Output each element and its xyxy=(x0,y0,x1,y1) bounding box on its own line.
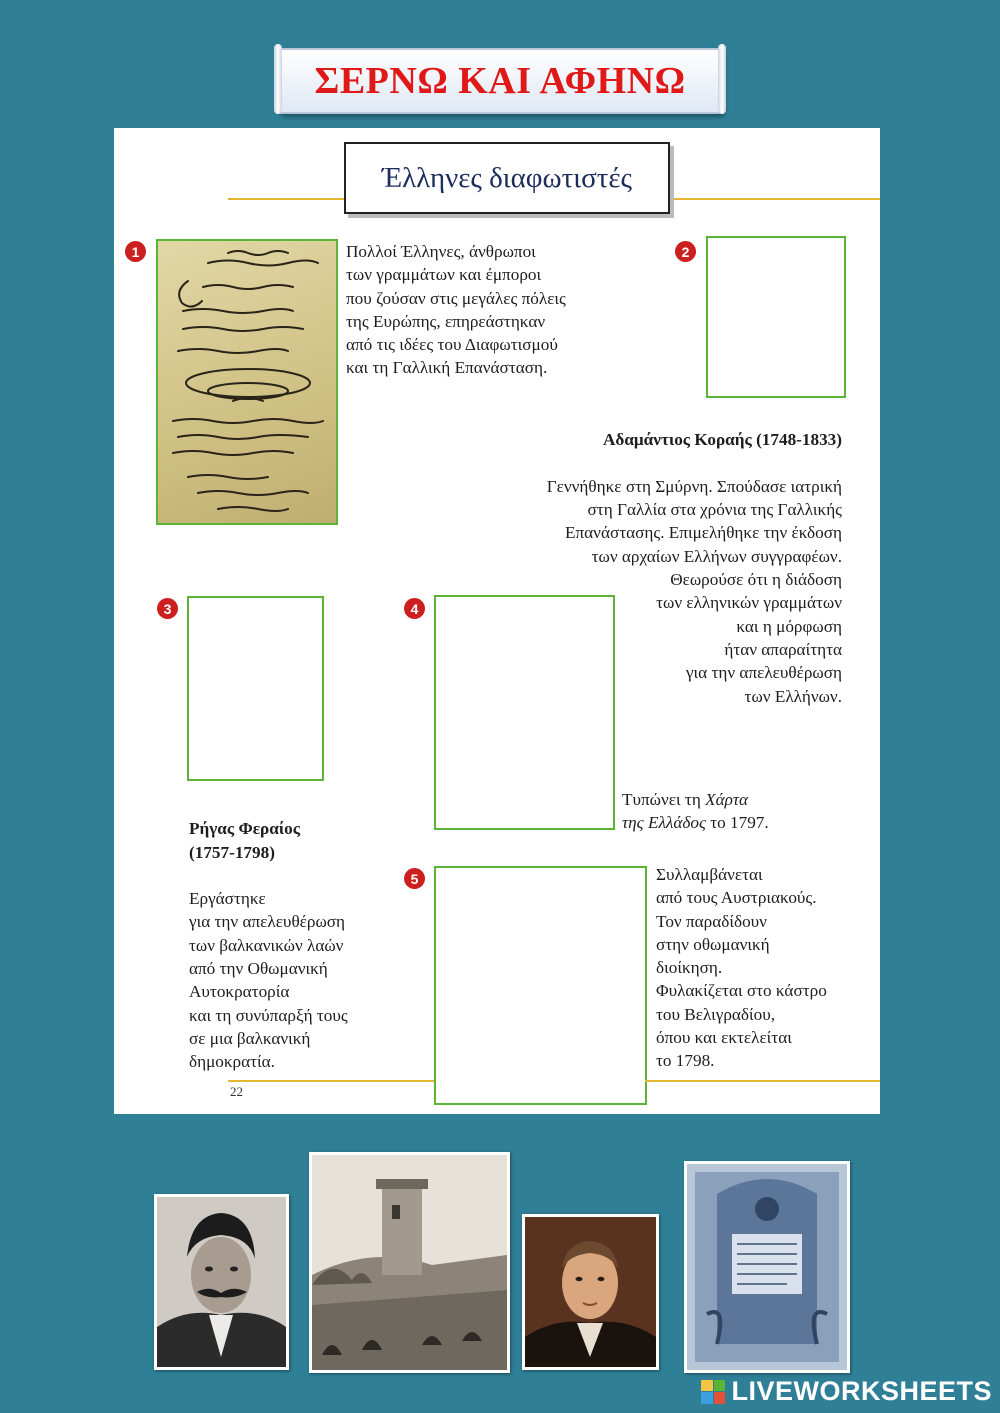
page-heading: Έλληνες διαφωτιστές xyxy=(381,161,633,194)
korais-name: Αδαμάντιος Κοραής (1748-1833) xyxy=(603,430,842,450)
liveworksheets-logo-icon xyxy=(701,1380,725,1404)
castle-photo-art xyxy=(312,1155,507,1370)
marker-4: 4 xyxy=(404,598,425,619)
bottom-rule-right xyxy=(645,1080,880,1082)
draggable-charta-map-cover[interactable] xyxy=(684,1161,850,1373)
liveworksheets-brand-text: LIVEWORKSHEETS xyxy=(731,1376,992,1406)
drop-zone-5[interactable] xyxy=(434,866,647,1105)
marker-3: 3 xyxy=(157,598,178,619)
marker-5: 5 xyxy=(404,868,425,889)
map-caption-suffix: το 1797. xyxy=(705,813,769,833)
charta-cover-art xyxy=(687,1164,847,1370)
page-heading-box xyxy=(344,142,670,214)
rigas-name: Ρήγας Φεραίος (1757-1798) xyxy=(189,819,300,862)
page-number: 22 xyxy=(230,1084,243,1099)
map-caption-prefix: Τυπώνει τη xyxy=(622,790,706,809)
drop-zone-2[interactable] xyxy=(706,236,846,398)
draggable-korais-portrait[interactable] xyxy=(522,1214,659,1370)
intro-paragraph: Πολλοί Έλληνες, άνθρωποι των γραμμάτων και έμποροι που ζούσαν στις μεγάλες πόλεις της Ευρώπης, επηρεάστηκαν από τις ιδέες του Διαφωτισμού και τη Γαλλική Επανάσταση. xyxy=(346,242,566,378)
marker-1: 1 xyxy=(125,241,146,262)
worksheet-title: ΣΕΡΝΩ ΚΑΙ ΑΦΗΝΩ xyxy=(314,60,686,102)
rigas-bio: Εργάστηκε για την απελευθέρωση των βαλκανικών λαών από την Οθωμανική Αυτοκρατορία και τη συνύπαρξή τους σε μια βαλκανική δημοκρατία. xyxy=(189,889,348,1072)
korais-bio: Γεννήθηκε στη Σμύρνη. Σπούδασε ιατρική στη Γαλλία στα χρόνια της Γαλλικής Επανάστασης. Επιμελήθηκε την έκδοση των αρχαίων Ελλήνων συγγραφέων. Θεωρούσε ότι η διάδοση των ελληνικών γραμμάτων και η μόρφωση ήταν απαραίτητα για την απελευθέρωση των Ελλήνων. xyxy=(546,476,842,706)
top-rule-left xyxy=(228,198,344,200)
worksheet-title-banner xyxy=(278,48,722,114)
drop-zone-3[interactable] xyxy=(187,596,324,781)
liveworksheets-brand xyxy=(701,1376,992,1407)
bottom-rule-left xyxy=(228,1080,434,1082)
arrest-paragraph: Συλλαμβάνεται από τους Αυστριακούς. Τον παραδίδουν στην οθωμανική διοίκηση. Φυλακίζεται στο κάστρο του Βελιγραδίου, όπου και εκτελείται το 1798. xyxy=(656,865,827,1071)
map-caption-title: Χάρτα της Ελλάδος xyxy=(622,790,749,833)
rigas-portrait-art xyxy=(157,1197,286,1367)
draggable-rigas-portrait[interactable] xyxy=(154,1194,289,1370)
korais-portrait-art xyxy=(525,1217,656,1367)
marker-2: 2 xyxy=(675,241,696,262)
top-rule-right xyxy=(666,198,880,200)
draggable-belgrade-castle-photo[interactable] xyxy=(309,1152,510,1373)
manuscript-scribbles xyxy=(158,241,336,523)
drop-zone-4[interactable] xyxy=(434,595,615,830)
manuscript-image xyxy=(156,239,338,525)
map-caption xyxy=(622,788,852,835)
